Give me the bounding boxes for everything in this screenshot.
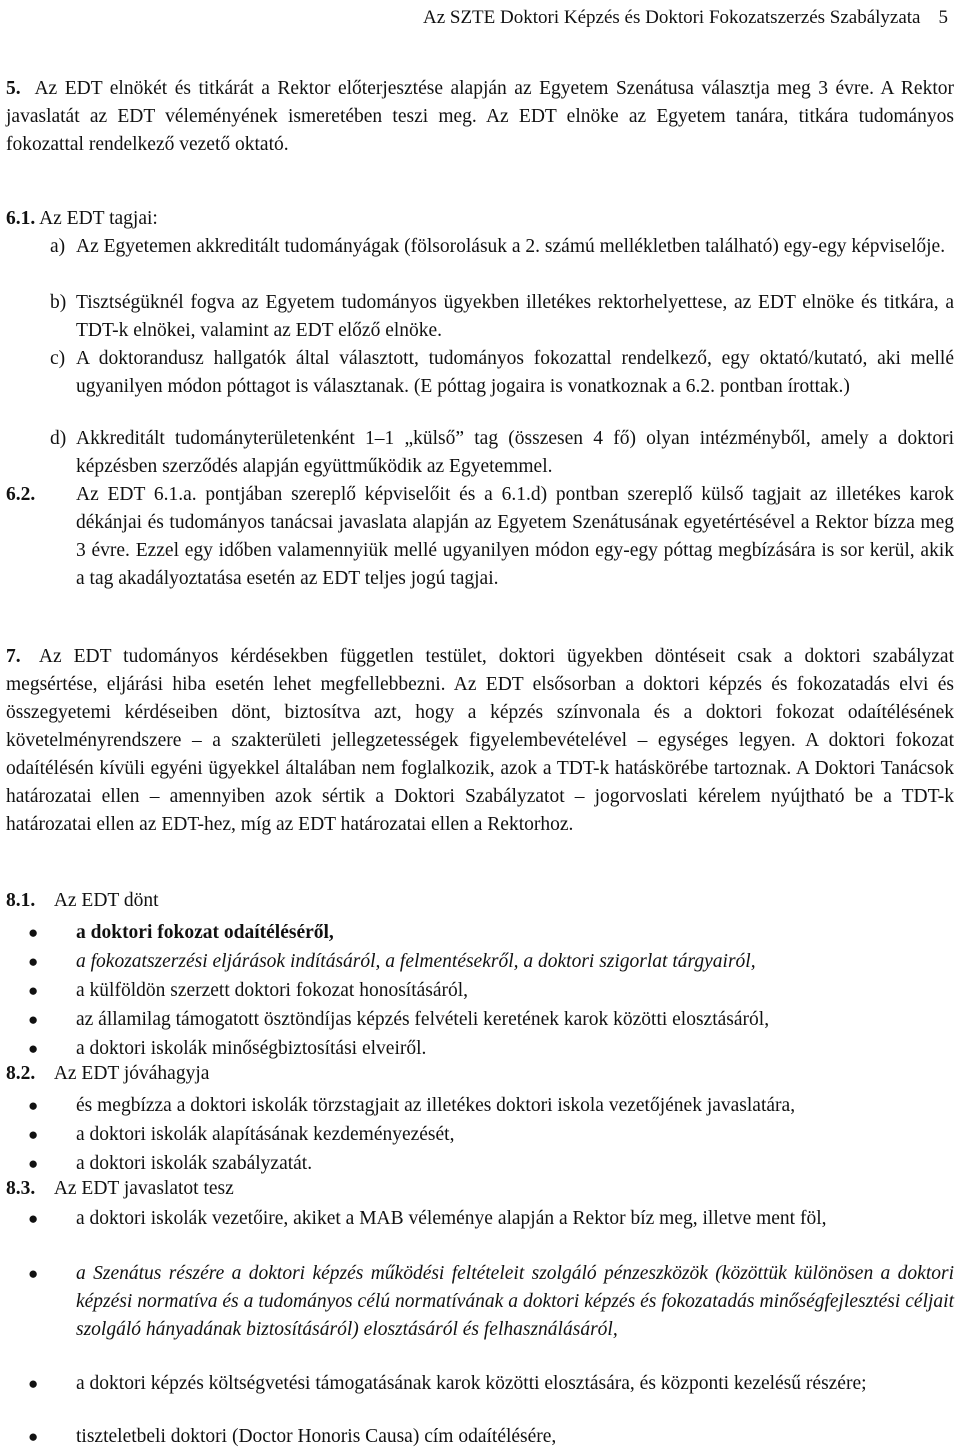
section-6-1: [6, 205, 954, 233]
bullet-icon: ●: [28, 1264, 39, 1283]
page-number: 5: [938, 7, 948, 28]
list-item-c: c) A doktorandusz hallgatók által választott, tudományos fokozattal rendelkező, egy oktató/kutató, aki mellé ugyanilyen módon póttagot is választanak. (E póttag jogaira is vonatkoznak a 6.2. pontban írottak.): [50, 348, 954, 397]
bullet-icon: ●: [28, 1125, 39, 1144]
bullet-icon: ●: [28, 1427, 39, 1446]
bullet-icon: ●: [28, 1209, 39, 1228]
section-number: 5.: [6, 78, 21, 99]
section-text: Az EDT dönt: [53, 890, 159, 911]
header-title: Az SZTE Doktori Képzés és Doktori Fokozatszerzés Szabályzata: [422, 7, 921, 28]
section-7: [6, 643, 954, 839]
bullet-icon: ●: [28, 952, 39, 971]
list-item-d: d) Akkreditált tudományterületenként 1–1 „külső” tag (összesen 4 fő) olyan intézményből, amely a doktori képzésben szerződés alapján együttműködik az Egyetemmel.: [50, 428, 954, 477]
list-item-b: b) Tisztségüknél fogva az Egyetem tudományos ügyekben illetékes rektorhelyettese, az EDT elnöke és titkára, a TDT-k elnökei, valamint az EDT előző elnöke.: [50, 292, 954, 341]
section-text: Az EDT 6.1.a. pontjában szereplő képviselőit és a 6.1.d) pontban szereplő külső tagjait az illetékes karok dékánjai és tudományos tanácsai javaslata alapján az Egyetem Szenátusának egyetértésével a Rektor bízza meg 3 évre. Ezzel egy időben valamennyiük mellé ugyanilyen módon egy-egy póttag megbízására is sor kerül, akik a tag akadályoztatása esetén az EDT teljes jogú tagjai.: [76, 484, 954, 589]
bullet-icon: ●: [28, 923, 39, 942]
running-header: [423, 4, 948, 32]
section-8-1: [6, 887, 954, 915]
section-number: 8.2.: [6, 1063, 36, 1084]
bullet-icon: ●: [28, 1154, 39, 1173]
section-text: Az EDT jóváhagyja: [53, 1063, 210, 1084]
section-6-2: [6, 481, 954, 593]
section-8-2: [6, 1060, 954, 1088]
bullet-icon: ●: [28, 1374, 39, 1393]
section-text: Az EDT tagjai:: [39, 208, 158, 229]
bullet-icon: ●: [28, 981, 39, 1000]
section-8-3: [6, 1175, 954, 1203]
bullet-icon: ●: [28, 1010, 39, 1029]
section-number: 6.1.: [6, 208, 36, 229]
section-text: Az EDT elnökét és titkárát a Rektor előterjesztése alapján az Egyetem Szenátusa választja meg 3 évre. A Rektor javaslatát az EDT véleményének ismeretében teszi meg. Az EDT elnöke az Egyetem tanára, titkára tudományos fokozattal rendelkező vezető oktató.: [6, 78, 954, 155]
section-5: [6, 75, 954, 159]
bullet-icon: ●: [28, 1039, 39, 1058]
section-number: 7.: [6, 646, 21, 667]
section-number: 6.2.: [6, 484, 36, 505]
section-text: Az EDT javaslatot tesz: [53, 1178, 234, 1199]
section-number: 8.3.: [6, 1178, 36, 1199]
list-item-a: a) Az Egyetemen akkreditált tudományágak (fölsorolásuk a 2. számú mellékletben található) egy-egy képviselője.: [50, 236, 946, 257]
section-text: Az EDT tudományos kérdésekben független testület, doktori ügyekben döntéseit csak a doktori szabályzat megsértése, eljárási hiba esetén lehet megfellebbezni. Az EDT elsősorban a doktori képzés és fokozatadás elvi és összegyetemi kérdéseiben dönt, biztosítva azt, hogy a képzés színvonala és a doktori fokozat odaítélésének követelményrendszere – a szakterületi jellegzetességek figyelembevételével – egységes legyen. A doktori fokozat odaítélésén kívüli egyéni ügyekkel általában nem foglalkozik, azok a TDT-k hatáskörébe tartoznak. A Doktori Tanácsok határozatai ellen – amennyiben azok sértik a Doktori Szabályzatot – jogorvoslati kérelem nyújtható be a TDT-k határozatai ellen az EDT-hez, míg az EDT határozatai ellen a Rektorhoz.: [6, 646, 954, 835]
section-number: 8.1.: [6, 890, 36, 911]
bullet-icon: ●: [28, 1096, 39, 1115]
